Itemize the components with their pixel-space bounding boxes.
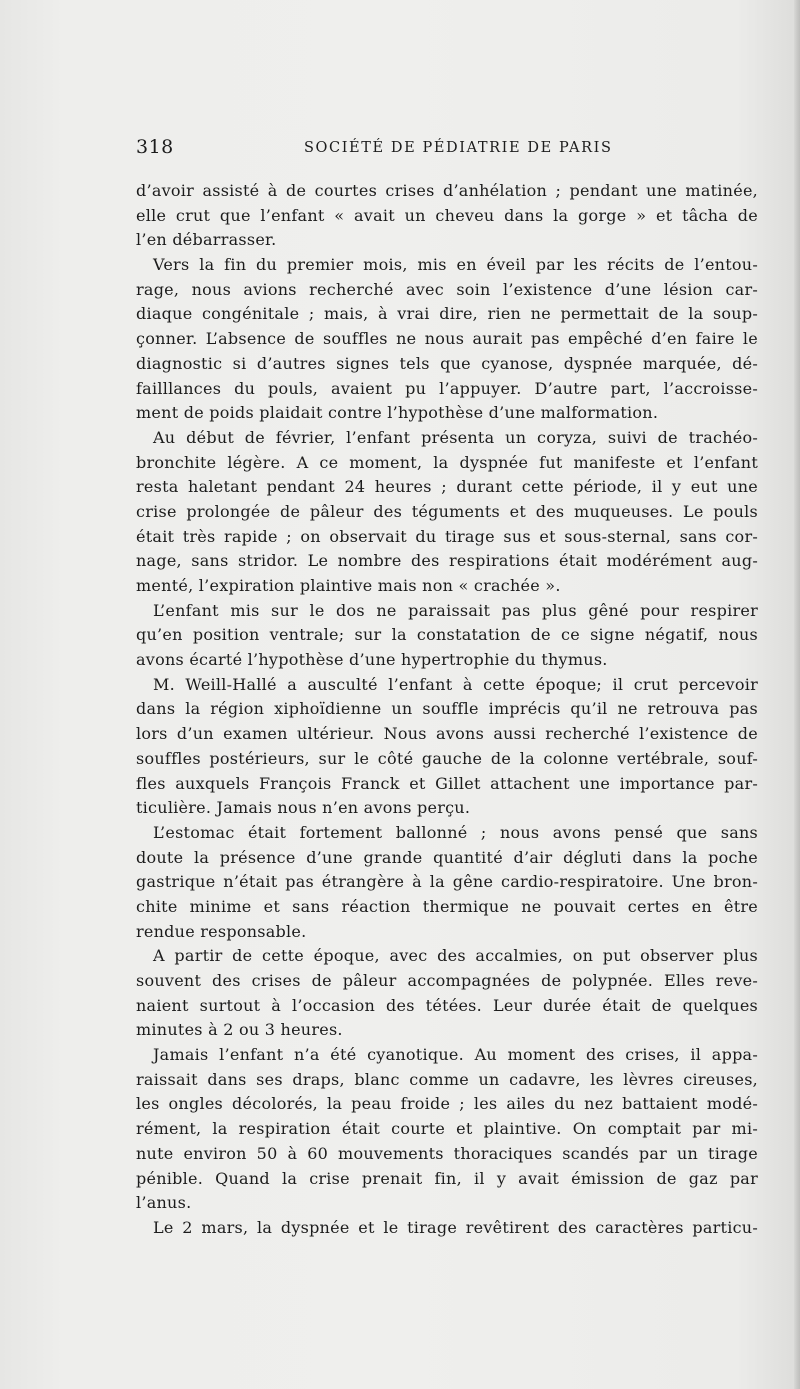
text-line: A partir de cette époque, avec des accalmies, on put observer plus	[153, 946, 758, 966]
text-line: Jamais l’enfant n’a été cyanotique. Au moment des crises, il appa-	[153, 1045, 758, 1065]
text-line: nage, sans stridor. Le nombre des respirations était modérément aug-	[136, 551, 758, 571]
text-line: Au début de février, l’enfant présenta un coryza, suivi de trachéo-	[153, 427, 758, 447]
text-line: çonner. L’absence de souffles ne nous aurait pas empêché d’en faire le	[136, 329, 758, 349]
text-line: l’en débarrasser.	[136, 230, 277, 250]
text-line: Vers la fin du premier mois, mis en éveil par les récits de l’entou-	[153, 255, 758, 275]
text-line: d’avoir assisté à de courtes crises d’anhélation ; pendant une matinée,	[136, 181, 758, 200]
text-line: naient surtout à l’occasion des tétées. Leur durée était de quelques	[136, 995, 758, 1015]
text-line: était très rapide ; on observait du tirage sus et sous-sternal, sans cor-	[136, 526, 758, 546]
text-line: L’enfant mis sur le dos ne paraissait pas plus gêné pour respirer	[153, 600, 758, 620]
text-line: diagnostic si d’autres signes tels que cyanose, dyspnée marquée, dé-	[136, 353, 758, 373]
text-line: chite minime et sans réaction thermique ne pouvait certes en être	[136, 896, 758, 916]
text-line: failllances du pouls, avaient pu l’appuyer. D’autre part, l’accroisse-	[136, 378, 758, 398]
text-line: qu’en position ventrale; sur la constatation de ce signe négatif, nous	[136, 625, 758, 645]
text-line: Le 2 mars, la dyspnée et le tirage revêtirent des caractères particu-	[153, 1217, 758, 1237]
text-line: M. Weill-Hallé a ausculté l’enfant à cette époque; il crut percevoir	[153, 674, 758, 694]
text-line: ment de poids plaidait contre l’hypothèse d’une malformation.	[136, 403, 659, 423]
text-line: les ongles décolorés, la peau froide ; les ailes du nez battaient modé-	[136, 1094, 758, 1114]
text-line: souffles postérieurs, sur le côté gauche de la colonne vertébrale, souf-	[136, 748, 758, 768]
text-line: souvent des crises de pâleur accompagnées de polypnée. Elles reve-	[136, 971, 758, 990]
text-line: nute environ 50 à 60 mouvements thoraciques scandés par un tirage	[136, 1143, 758, 1163]
text-line: menté, l’expiration plaintive mais non « crachée ».	[136, 576, 561, 595]
text-line: rendue responsable.	[136, 921, 307, 941]
text-line: pénible. Quand la crise prenait fin, il y avait émission de gaz par	[136, 1168, 758, 1188]
text-line: bronchite légère. A ce moment, la dyspnée fut manifeste et l’enfant	[136, 452, 758, 472]
text-line: rément, la respiration était courte et plaintive. On comptait par mi-	[136, 1119, 758, 1139]
text-line: dans la région xiphoïdienne un souffle imprécis qu’il ne retrouva pas	[136, 699, 758, 719]
text-line: ticulière. Jamais nous n’en avons perçu.	[136, 798, 471, 818]
text-line: l’anus.	[136, 1193, 192, 1213]
text-line: resta haletant pendant 24 heures ; durant cette période, il y eut une	[136, 477, 758, 497]
page-header	[136, 136, 760, 166]
text-line: lors d’un examen ultérieur. Nous avons aussi recherché l’existence de	[136, 724, 758, 744]
text-line: doute la présence d’une grande quantité d’air dégluti dans la poche	[136, 847, 758, 867]
page-edge-shadow	[794, 0, 800, 1389]
text-line: L’estomac était fortement ballonné ; nous avons pensé que sans	[153, 822, 758, 842]
text-line: elle crut que l’enfant « avait un cheveu dans la gorge » et tâcha de	[136, 205, 758, 225]
text-line: minutes à 2 ou 3 heures.	[136, 1020, 343, 1040]
text-line: crise prolongée de pâleur des téguments et des muqueuses. Le pouls	[136, 501, 758, 521]
text-line: rage, nous avions recherché avec soin l’existence d’une lésion car-	[136, 279, 758, 299]
body-text	[136, 179, 758, 1241]
text-line: avons écarté l’hypothèse d’une hypertrophie du thymus.	[136, 650, 608, 670]
running-title: SOCIÉTÉ DE PÉDIATRIE DE PARIS	[304, 140, 613, 156]
page-number: 318	[136, 136, 174, 158]
text-line: diaque congénitale ; mais, à vrai dire, rien ne permettait de la soup-	[136, 304, 758, 324]
text-line: fles auxquels François Franck et Gillet attachent une importance par-	[136, 773, 758, 793]
text-line: gastrique n’était pas étrangère à la gêne cardio-respiratoire. Une bron-	[136, 872, 758, 892]
text-line: raissait dans ses draps, blanc comme un cadavre, les lèvres cireuses,	[136, 1069, 758, 1089]
